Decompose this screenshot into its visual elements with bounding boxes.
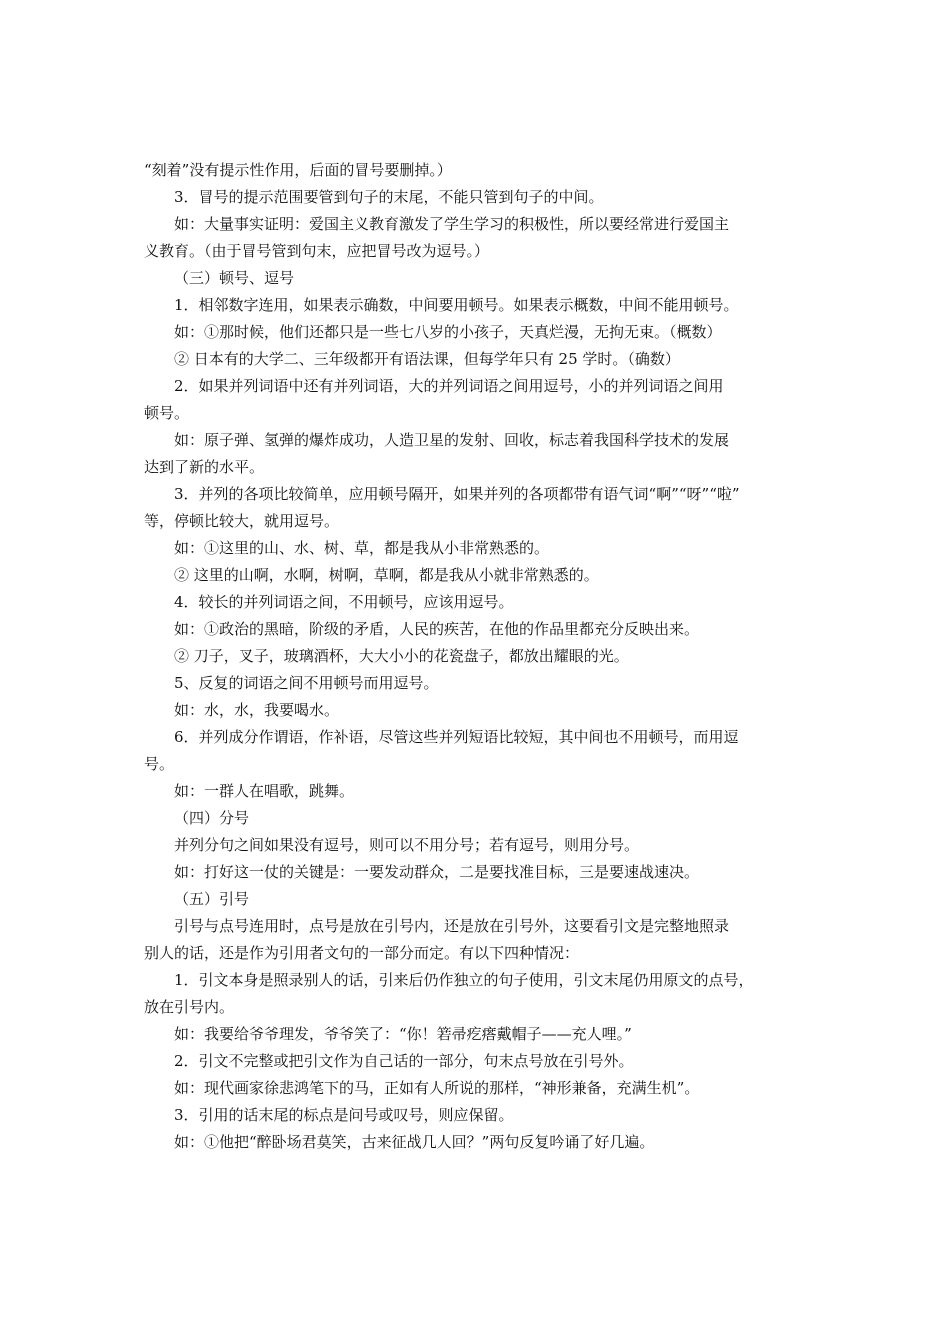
text-line: 3．冒号的提示范围要管到句子的末尾，不能只管到句子的中间。 [174,188,604,206]
text-line: 放在引号内。 [144,998,235,1016]
document-body [144,157,824,1156]
text-line: 达到了新的水平。 [144,458,265,476]
section-heading: （四）分号 [174,809,250,827]
text-line: 3．引用的话末尾的标点是问号或叹号，则应保留。 [174,1106,514,1124]
text-line: 如：①那时候，他们还都只是一些七八岁的小孩子，天真烂漫，无拘无束。（概数） [174,323,722,341]
text-line: 号。 [144,755,175,773]
text-line: 别人的话，还是作为引用者文句的一部分而定。有以下四种情况： [144,944,580,962]
text-line: 2．如果并列词语中还有并列词语，大的并列词语之间用逗号，小的并列词语之间用 [174,377,724,395]
text-line: ② 日本有的大学二、三年级都开有语法课，但每学年只有 25 学时。（确数） [174,350,680,368]
section-heading: （三）顿号、逗号 [174,269,295,287]
text-line: 如：①政治的黑暗，阶级的矛盾，人民的疾苦，在他的作品里都充分反映出来。 [174,620,700,638]
text-line: ② 刀子，叉子，玻璃酒杯，大大小小的花瓷盘子，都放出耀眼的光。 [174,647,629,665]
text-line: 并列分句之间如果没有逗号，则可以不用分号；若有逗号，则用分号。 [174,836,640,854]
text-line: 如：大量事实证明：爱国主义教育激发了学生学习的积极性，所以要经常进行爱国主 [174,215,730,233]
text-line: 如：原子弹、氢弹的爆炸成功，人造卫星的发射、回收，标志着我国科学技术的发展 [174,431,730,449]
text-line: 等，停顿比较大，就用逗号。 [144,512,340,530]
text-line: 5、反复的词语之间不用顿号而用逗号。 [174,674,439,692]
text-line: 1．引文本身是照录别人的话，引来后仍作独立的句子使用，引文末尾仍用原文的点号， [174,971,754,989]
text-line: 如：我要给爷爷理发，爷爷笑了：“你！箬帚疙瘩戴帽子——充人哩。” [174,1025,632,1043]
text-line: 3．并列的各项比较简单，应用顿号隔开，如果并列的各项都带有语气词“啊”“呀”“啦” [174,485,740,503]
text-line: “刻着”没有提示性作用，后面的冒号要删掉。） [144,161,452,179]
text-line: 6．并列成分作谓语，作补语，尽管这些并列短语比较短，其中间也不用顿号，而用逗 [174,728,739,746]
text-line: 1．相邻数字连用，如果表示确数，中间要用顿号。如果表示概数，中间不能用顿号。 [174,296,739,314]
text-line: 义教育。（由于冒号管到句末，应把冒号改为逗号。） [144,242,490,260]
text-line: 2．引文不完整或把引文作为自己话的一部分，句末点号放在引号外。 [174,1052,634,1070]
text-line: 如：打好这一仗的关键是：一要发动群众，二是要找准目标，三是要速战速决。 [174,863,700,881]
text-line: 4．较长的并列词语之间，不用顿号，应该用逗号。 [174,593,514,611]
text-line: 顿号。 [144,404,190,422]
text-line: 引号与点号连用时，点号是放在引号内，还是放在引号外，这要看引文是完整地照录 [174,917,730,935]
text-line: 如：一群人在唱歌，跳舞。 [174,782,355,800]
text-line: 如：①他把“醉卧场君莫笑，古来征战几人回？”两句反复吟诵了好几遍。 [174,1133,655,1151]
text-line: 如：水，水，我要喝水。 [174,701,340,719]
text-line: 如：现代画家徐悲鸿笔下的马，正如有人所说的那样，“神形兼备，充满生机”。 [174,1079,700,1097]
text-line: ② 这里的山啊，水啊，树啊，草啊，都是我从小就非常熟悉的。 [174,566,599,584]
section-heading: （五）引号 [174,890,250,908]
text-line: 如：①这里的山、水、树、草，都是我从小非常熟悉的。 [174,539,550,557]
